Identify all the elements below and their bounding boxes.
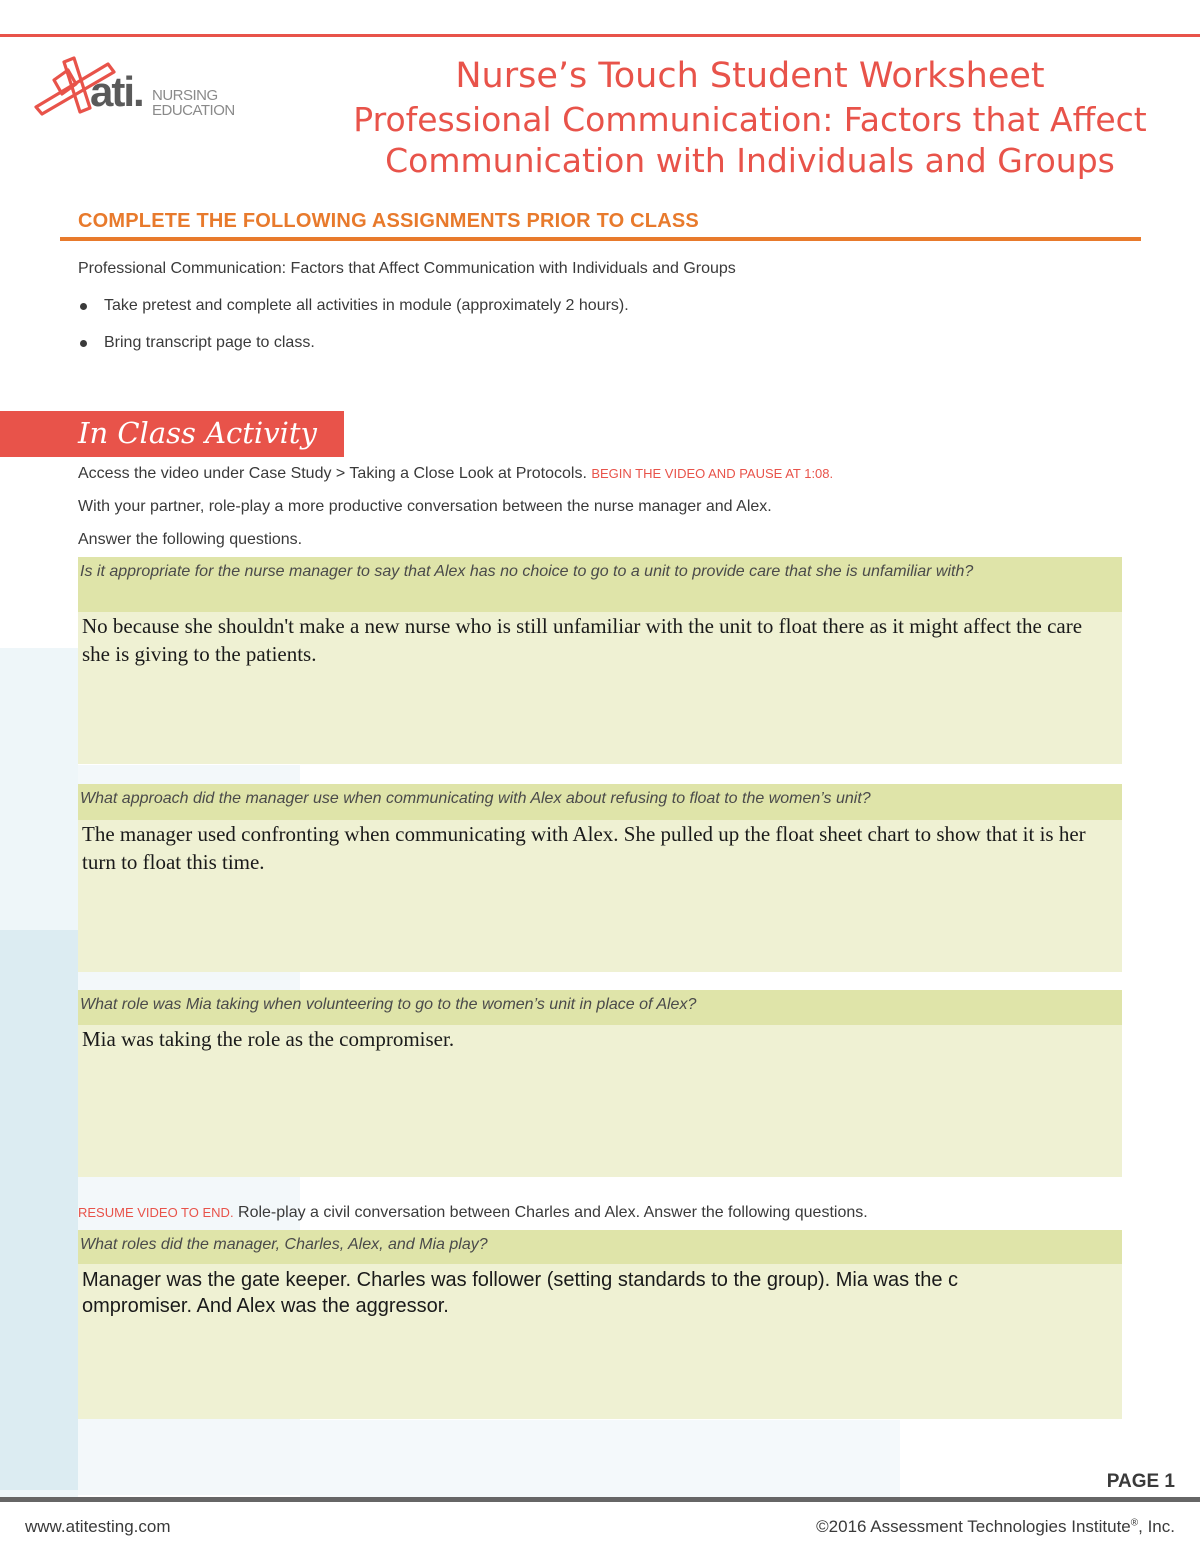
footer-rule (0, 1497, 1200, 1502)
page-subtitle-line-2: Communication with Individuals and Groups (385, 141, 1115, 180)
module-name: Professional Communication: Factors that Affect Communication with Individuals and Groups (78, 260, 736, 277)
footer-copyright: ©2016 Assessment Technologies Institute®, Inc. (816, 1517, 1175, 1536)
assignment-list (78, 296, 629, 370)
logo-subtext: NURSING EDUCATION (152, 87, 235, 119)
background-block (300, 1420, 900, 1497)
logo-text: ati. (90, 68, 143, 115)
list-item: Bring transcript page to class. (78, 333, 629, 370)
question-3: What role was Mia taking when volunteering to go to the women’s unit in place of Alex? (78, 990, 1122, 1025)
background-block (0, 930, 78, 1490)
resume-accent: RESUME VIDEO TO END. (78, 1205, 234, 1220)
answer-3: Mia was taking the role as the compromiser. (82, 1027, 455, 1051)
page-number: PAGE 1 (1106, 1471, 1175, 1492)
resume-instruction: RESUME VIDEO TO END. Role-play a civil conversation between Charles and Alex. Answer the following questions. (78, 1204, 868, 1221)
activity-heading: In Class Activity (78, 416, 317, 450)
page-title: Nurse’s Touch Student Worksheet (455, 56, 1045, 96)
instruction-line-3: Answer the following questions. (78, 531, 303, 548)
footer-url-link[interactable]: www.atitesting.com (25, 1517, 171, 1536)
top-rule (0, 34, 1200, 37)
instruction-line-2: With your partner, role-play a more productive conversation between the nurse manager and Alex. (78, 498, 772, 515)
instruction-accent: BEGIN THE VIDEO AND PAUSE AT 1:08. (591, 466, 834, 481)
instruction-line-1: Access the video under Case Study > Taking a Close Look at Protocols. BEGIN THE VIDEO AND PAUSE AT 1:08. (78, 465, 834, 482)
answer-1: No because she shouldn't make a new nurse who is still unfamiliar with the unit to float there as it might affect the care she is giving to the patients. (82, 614, 1083, 666)
section-heading-prior: COMPLETE THE FOLLOWING ASSIGNMENTS PRIOR TO CLASS (78, 210, 699, 232)
question-1: Is it appropriate for the nurse manager to say that Alex has no choice to go to a unit to provide care that she is unfamiliar with? (78, 557, 1122, 612)
list-item: Take pretest and complete all activities in module (approximately 2 hours). (78, 296, 629, 333)
section-rule (60, 237, 1141, 241)
question-2: What approach did the manager use when communicating with Alex about refusing to float to the women’s unit? (78, 784, 1122, 820)
page-subtitle-line-1: Professional Communication: Factors that Affect (353, 100, 1147, 139)
answer-4: Manager was the gate keeper. Charles was follower (setting standards to the group). Mia was the c ompromiser. And Alex was the aggressor. (82, 1269, 959, 1317)
question-4: What roles did the manager, Charles, Alex, and Mia play? (78, 1230, 1122, 1264)
answer-2: The manager used confronting when communicating with Alex. She pulled up the float sheet chart to show that it is her turn to float this time. (82, 822, 1086, 874)
